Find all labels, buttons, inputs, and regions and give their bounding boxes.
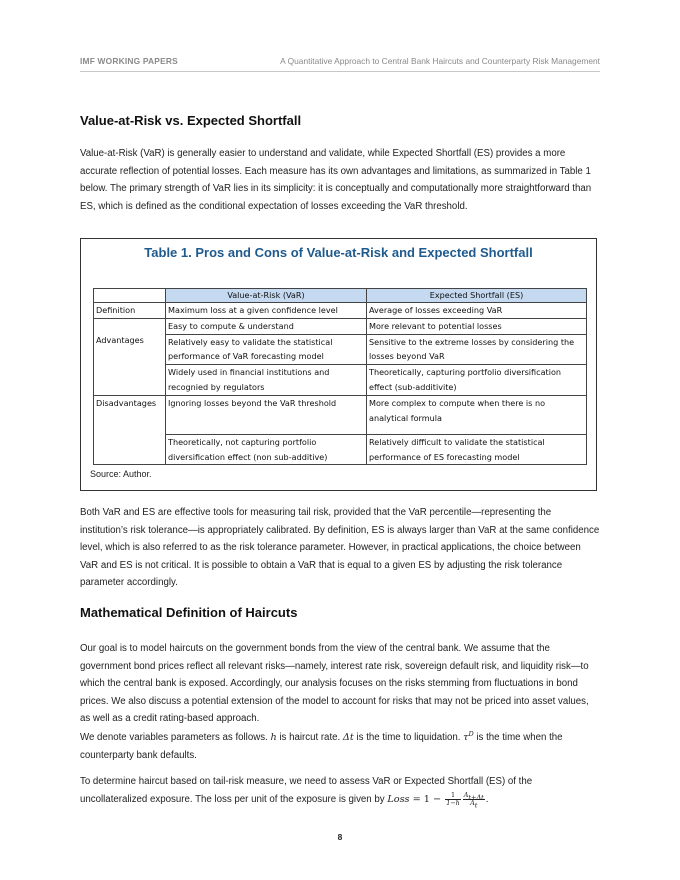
row-label-advantages: Advantages	[94, 318, 166, 395]
section-title-haircut-definition: Mathematical Definition of Haircuts	[80, 605, 298, 620]
text-run: We denote variables parameters as follows.	[80, 732, 271, 743]
paper-title: A Quantitative Approach to Central Bank Haircuts and Counterparty Risk Management	[280, 56, 600, 66]
table-cell: Theoretically, capturing portfolio diversification effect (sub-additivite)	[367, 365, 587, 396]
symbol-tau-superscript: D	[468, 729, 474, 738]
table-corner-cell	[94, 289, 166, 303]
table-cell: Widely used in financial institutions and recognied by regulators	[166, 365, 367, 396]
column-header-var: Value-at-Risk (VaR)	[166, 289, 367, 303]
table-row	[94, 318, 587, 334]
table-row	[94, 303, 587, 319]
table-cell: Sensitive to the extreme losses by considering the losses beyond VaR	[367, 334, 587, 365]
table-1-title: Table 1. Pros and Cons of Value-at-Risk and Expected Shortfall	[144, 245, 533, 260]
symbol-delta-t: Δt	[342, 732, 354, 743]
column-header-es: Expected Shortfall (ES)	[367, 289, 587, 303]
paragraph-var-es-comparison: Both VaR and ES are effective tools for measuring tail risk, provided that the VaR percentile—representing the institution’s risk tolerance—is appropriately calibrated. By definition, ES is always larger than VaR at the same confidence level, which is also referred to as the risk tolerance parameter. However, in practical applications, the choice between VaR and ES is not critical. It is possible to obtain a VaR that is equal to a given ES by adjusting the risk tolerance parameter accordingly.	[80, 507, 600, 589]
table-cell: Ignoring losses beyond the VaR threshold	[166, 395, 367, 434]
pros-cons-table	[93, 288, 587, 465]
row-label-definition: Definition	[94, 303, 166, 319]
fraction-denominator: 1−h	[446, 798, 460, 807]
table-cell: Average of losses exceeding VaR	[367, 303, 587, 319]
formula-lhs: Loss	[387, 793, 410, 805]
table-row	[94, 434, 587, 465]
formula-fraction-2	[463, 792, 485, 807]
text-run: is the time when the counterparty bank defaults.	[80, 732, 563, 761]
table-cell: Maximum loss at a given confidence level	[166, 303, 367, 319]
fraction-numerator: 1	[445, 792, 461, 800]
row-label-disadvantages: Disadvantages	[94, 395, 166, 465]
text-run: is the time to liquidation.	[353, 732, 464, 743]
symbol-h: h	[270, 732, 277, 743]
running-header	[80, 56, 600, 68]
formula-equals: = 1 −	[409, 793, 445, 805]
table-row	[94, 395, 587, 434]
table-cell: Relatively difficult to validate the statistical performance of ES forecasting model	[367, 434, 587, 465]
table-1-box	[80, 238, 597, 491]
section-title-var-vs-es: Value-at-Risk vs. Expected Shortfall	[80, 113, 302, 128]
text-run: To determine haircut based on tail-risk measure, we need to assess VaR or Expected Shortfall (ES) of the uncollateralized exposure. The loss per unit of the exposure is given by	[80, 776, 533, 805]
table-cell: Relatively easy to validate the statistical performance of VaR forecasting model	[166, 334, 367, 365]
table-cell: Theoretically, not capturing portfolio diversification effect (non sub-additive)	[166, 434, 367, 465]
paragraph-var-es-intro: Value-at-Risk (VaR) is generally easier to understand and validate, while Expected Shortfall (ES) provides a more accurate reflection of potential losses. Each measure has its own advantages and limitations, as summarized in Table 1 below. The primary strength of VaR lies in its simplicity: it is conceptually and computationally more straightforward than ES, which is defined as the conditional expectation of losses exceeding the VaR threshold.	[80, 148, 592, 212]
table-source-note: Source: Author.	[90, 469, 152, 479]
asset-subscript: t	[474, 800, 478, 809]
table-row	[94, 365, 587, 396]
table-cell: Easy to compute & understand	[166, 318, 367, 334]
paragraph-model-goal: Our goal is to model haircuts on the government bonds from the view of the central bank. We assume that the government bond prices reflect all relevant risks—namely, interest rate risk, sovereign default risk, and liquidity risk—to which the central bank is exposed. Accordingly, our analysis focuses on the risks stemming from fluctuations in bond prices. We also discuss a potential extension of the model to account for risks that may not be priced into asset values, as well as a credit rating-based approach.	[80, 643, 589, 725]
table-header-row	[94, 289, 587, 303]
header-rule	[80, 71, 600, 72]
text-run: .	[485, 793, 489, 805]
formula-fraction-1	[445, 792, 461, 807]
paragraph-variable-definitions	[80, 729, 600, 764]
text-run: is haircut rate.	[276, 732, 343, 743]
table-row	[94, 334, 587, 365]
table-cell: More relevant to potential losses	[367, 318, 587, 334]
asset-symbol: A	[463, 790, 469, 799]
asset-symbol: A	[470, 798, 475, 807]
journal-name: IMF WORKING PAPERS	[80, 56, 178, 66]
paragraph-loss-formula	[80, 773, 600, 808]
page-number: 8	[337, 832, 343, 842]
table-cell: More complex to compute when there is no analytical formula	[367, 395, 587, 434]
symbol-tau: τ	[463, 732, 469, 743]
asset-subscript: t+Δt	[468, 792, 484, 801]
